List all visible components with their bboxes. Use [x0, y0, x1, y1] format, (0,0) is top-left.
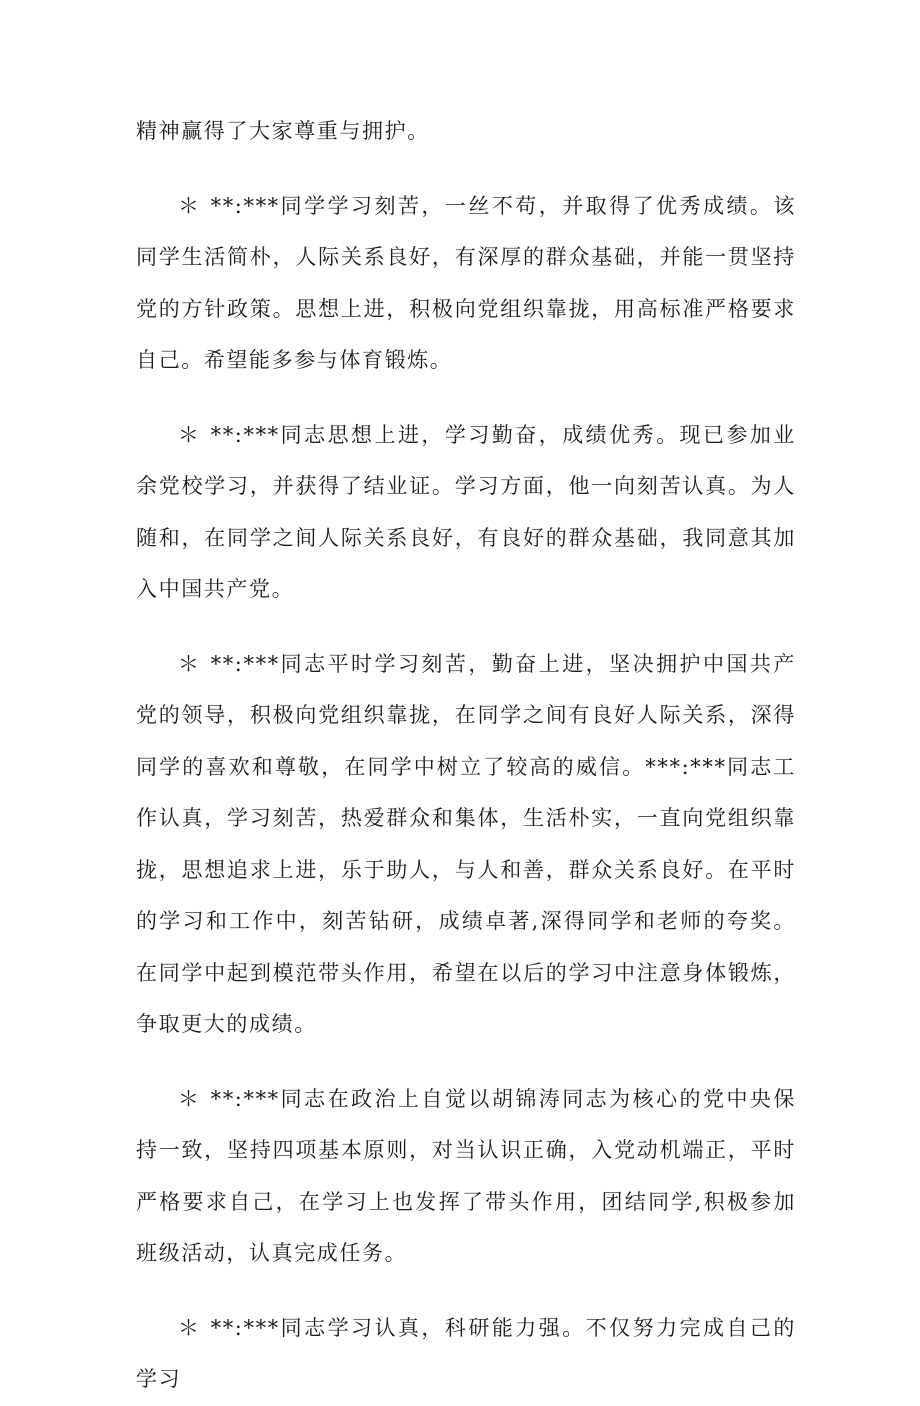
paragraph-comment-4: ＊ **:***同志在政治上自觉以胡锦涛同志为核心的党中央保持一致，坚持四项基本原则，对当认识正确，入党动机端正，平时严格要求自己，在学习上也发挥了带头作用，团结同学,积极参加班级活动，认真完成任务。 — [136, 1086, 796, 1265]
paragraph-comment-2: ＊ **:***同志思想上进，学习勤奋，成绩优秀。现已参加业余党校学习，并获得了结业证。学习方面，他一向刻苦认真。为人随和，在同学之间人际关系良好，有良好的群众基础，我同意其加入中国共产党。 — [136, 422, 796, 601]
paragraph-comment-1: ＊ **:***同学学习刻苦，一丝不苟，并取得了优秀成绩。该同学生活简朴，人际关系良好，有深厚的群众基础，并能一贯坚持党的方针政策。思想上进，积极向党组织靠拢，用高标准严格要求自己。希望能多参与体育锻炼。 — [136, 193, 796, 372]
document-body — [136, 106, 796, 1406]
paragraph-comment-3: ＊ **:***同志平时学习刻苦，勤奋上进，坚决拥护中国共产党的领导，积极向党组织靠拢，在同学之间有良好人际关系，深得同学的喜欢和尊敬，在同学中树立了较高的威信。***:***同志工作认真，学习刻苦，热爱群众和集体，生活朴实，一直向党组织靠拢，思想追求上进，乐于助人，与人和善，群众关系良好。在平时的学习和工作中，刻苦钻研，成绩卓著,深得同学和老师的夸奖。在同学中起到模范带头作用，希望在以后的学习中注意身体锻炼，争取更大的成绩。 — [136, 651, 796, 1036]
paragraph-continuation: 精神赢得了大家尊重与拥护。 — [136, 119, 430, 143]
paragraph-comment-5: ＊ **:***同志学习认真，科研能力强。不仅努力完成自己的学习 — [136, 1315, 796, 1391]
